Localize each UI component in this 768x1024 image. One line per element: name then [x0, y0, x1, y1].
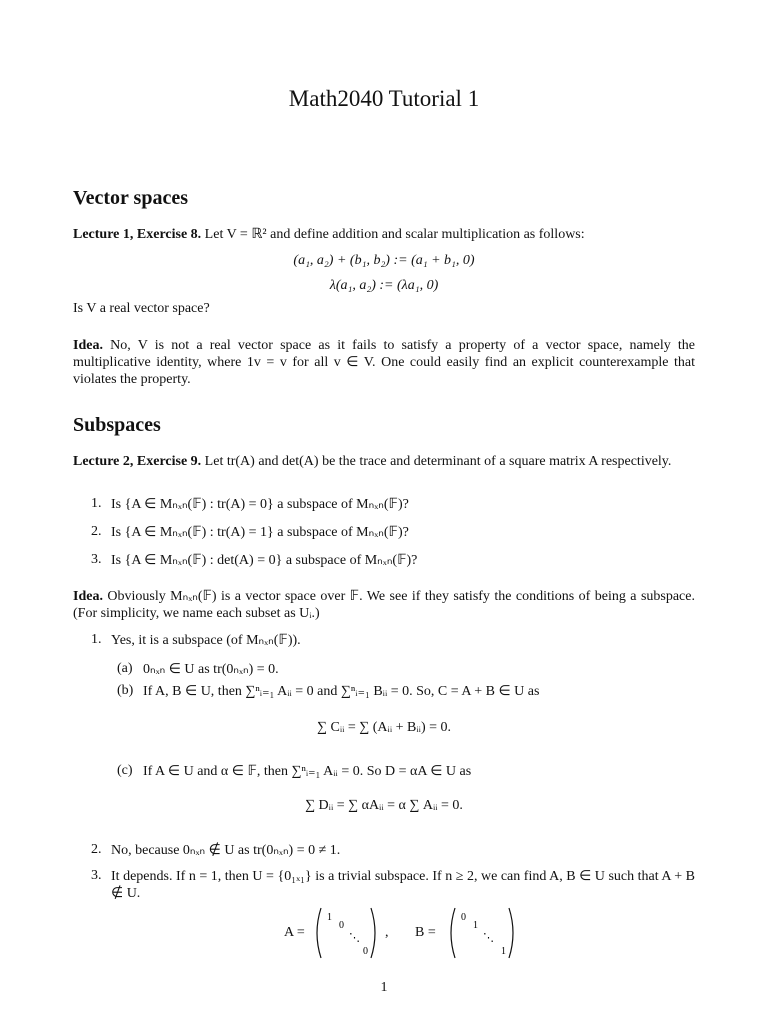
- answer-1a-text: 0ₙₓₙ ∈ U as tr(0ₙₓₙ) = 0.: [143, 662, 279, 677]
- question-2-text: Is {A ∈ Mₙₓₙ(𝔽) : tr(A) = 1} a subspace of Mₙₓₙ(𝔽)?: [111, 525, 409, 540]
- matrix-a-ddots: ⋱: [349, 932, 360, 944]
- answer-2-text: No, because 0ₙₓₙ ∉ U as tr(0ₙₓₙ) = 0 ≠ 1.: [111, 843, 341, 858]
- matrix-b-entry-1-top: 1: [473, 920, 478, 931]
- answer-1c-label: (c): [117, 763, 133, 778]
- idea-paragraph-2: [73, 588, 695, 622]
- exercise-8-paragraph: [73, 226, 695, 243]
- matrix-a-label: A =: [284, 925, 305, 940]
- idea-label-2: Idea.: [73, 589, 103, 604]
- matrix-a-right-paren: [371, 908, 375, 958]
- equation-sum-c-text: ∑ Cᵢᵢ = ∑ (Aᵢᵢ + Bᵢᵢ) = 0.: [317, 720, 451, 735]
- matrix-a-entry-0-top: 0: [339, 920, 344, 931]
- exercise-8-question: Is V a real vector space?: [73, 301, 210, 316]
- equation-sum-d-text: ∑ Dᵢᵢ = ∑ αAᵢᵢ = α ∑ Aᵢᵢ = 0.: [305, 798, 463, 813]
- answer-3-number: 3.: [91, 868, 102, 883]
- matrix-b-right-paren: [509, 908, 513, 958]
- matrix-b-entry-1-bottom: 1: [501, 946, 506, 957]
- idea-label: Idea.: [73, 338, 103, 353]
- section-heading-vector-spaces: Vector spaces: [73, 187, 188, 209]
- answer-1-number: 1.: [91, 632, 102, 647]
- matrix-comma: ,: [385, 925, 389, 940]
- question-1-text: Is {A ∈ Mₙₓₙ(𝔽) : tr(A) = 0} a subspace of Mₙₓₙ(𝔽)?: [111, 497, 409, 512]
- matrix-b: [445, 906, 519, 960]
- question-3-number: 3.: [91, 552, 102, 567]
- exercise-9-label: Lecture 2, Exercise 9.: [73, 454, 202, 469]
- answer-1c-text: If A ∈ U and α ∈ 𝔽, then ∑ⁿᵢ₌₁ Aᵢᵢ = 0. So D = αA ∈ U as: [143, 764, 472, 779]
- idea-text: No, V is not a real vector space as it fails to satisfy a property of a vector space, namely the multiplicative identity, where 1v = v for all v ∈ V. One could easily find an explicit counterexample that violates the property.: [73, 338, 696, 387]
- equation-sum-c: [73, 720, 695, 736]
- answer-1b-text: If A, B ∈ U, then ∑ⁿᵢ₌₁ Aᵢᵢ = 0 and ∑ⁿᵢ₌₁ Bᵢᵢ = 0. So, C = A + B ∈ U as: [143, 684, 540, 699]
- answer-3-text: It depends. If n = 1, then U = {0₁ₓ₁} is a trivial subspace. If n ≥ 2, we can find A, B ∈ U such that A + B ∉ U.: [111, 869, 695, 901]
- question-3-text: Is {A ∈ Mₙₓₙ(𝔽) : det(A) = 0} a subspace of Mₙₓₙ(𝔽)?: [111, 553, 418, 568]
- answer-1-text: Yes, it is a subspace (of Mₙₓₙ(𝔽)).: [111, 633, 301, 648]
- matrix-b-left-paren: [451, 908, 455, 958]
- matrix-a-left-paren: [317, 908, 321, 958]
- exercise-8-label: Lecture 1, Exercise 8.: [73, 227, 202, 242]
- exercise-8-text: Let V = ℝ² and define addition and scalar multiplication as follows:: [204, 227, 585, 242]
- document-title: Math2040 Tutorial 1: [288, 86, 480, 111]
- answer-1a-label: (a): [117, 661, 133, 676]
- matrix-b-entry-0: 0: [461, 912, 466, 923]
- matrix-a: [311, 906, 381, 960]
- exercise-9-text: Let tr(A) and det(A) be the trace and determinant of a square matrix A respectively.: [204, 454, 672, 469]
- page-number: 1: [380, 980, 388, 995]
- matrix-a-entry-1: 1: [327, 912, 332, 923]
- answer-2-number: 2.: [91, 842, 102, 857]
- idea-text-2: Obviously Mₙₓₙ(𝔽) is a vector space over 𝔽. We see if they satisfy the conditions of being a subspace. (For simplicity, we name each subset as Uᵢ.): [73, 589, 695, 621]
- section-heading-subspaces: Subspaces: [73, 414, 161, 436]
- equation-addition: (a₁, a₂) + (b₁, b₂) := (a₁ + b₁, 0): [293, 253, 475, 268]
- question-1-number: 1.: [91, 496, 102, 511]
- answer-1b-label: (b): [117, 683, 134, 698]
- question-2-number: 2.: [91, 524, 102, 539]
- exercise-9-paragraph: [73, 453, 695, 470]
- matrix-b-label: B =: [415, 925, 436, 940]
- matrix-b-ddots: ⋱: [483, 932, 494, 944]
- idea-paragraph-1: [73, 337, 695, 388]
- equation-scalar: λ(a₁, a₂) := (λa₁, 0): [329, 278, 439, 293]
- equation-sum-d: [73, 798, 695, 814]
- matrix-a-entry-0-bottom: 0: [363, 946, 368, 957]
